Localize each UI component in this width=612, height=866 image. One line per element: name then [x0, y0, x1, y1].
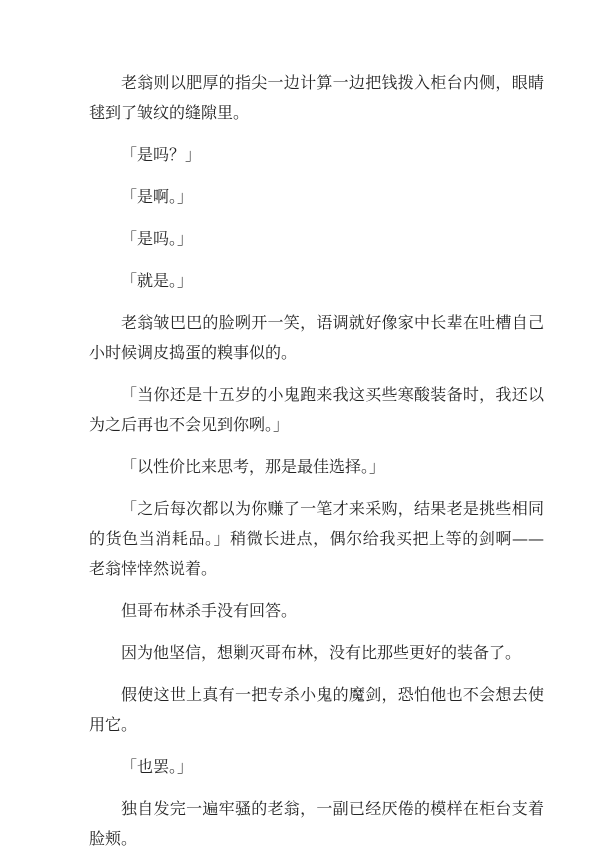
paragraph: 因为他坚信，想剿灭哥布林，没有比那些更好的装备了。	[121, 643, 522, 662]
body-text	[89, 68, 544, 866]
paragraph: 老翁皱巴巴的脸咧开一笑，语调就好像家中长辈在吐槽自己小时候调皮捣蛋的糗事似的。	[89, 313, 544, 362]
dialogue-line: 「当你还是十五岁的小鬼跑来我这买些寒酸装备时，我还以为之后再也不会见到你咧。」	[89, 385, 544, 434]
paragraph: 独自发完一遍牢骚的老翁，一副已经厌倦的模样在柜台支着脸颊。	[89, 799, 544, 848]
dialogue-line: 「是吗。」	[121, 229, 194, 248]
paragraph: 老翁则以肥厚的指尖一边计算一边把钱拨入柜台内侧，眼睛毬到了皱纹的缝隙里。	[89, 73, 544, 122]
dialogue-line: 「以性价比来思考，那是最佳选择。」	[121, 457, 386, 476]
dialogue-line: 「是啊。」	[121, 187, 194, 206]
dialogue-line: 「也罢。」	[121, 757, 194, 776]
dialogue-line: 「就是。」	[121, 271, 194, 290]
paragraph: 但哥布林杀手没有回答。	[121, 601, 298, 620]
dialogue-line: 「是吗？」	[121, 145, 202, 164]
paragraph: 假使这世上真有一把专杀小鬼的魔剑，恐怕他也不会想去使用它。	[89, 685, 544, 734]
dialogue-line: 「之后每次都以为你赚了一笔才来采购，结果老是挑些相同的货色当消耗品。」稍微长进点，偶尔给我买把上等的剑啊——老翁悻悻然说着。	[89, 499, 544, 578]
